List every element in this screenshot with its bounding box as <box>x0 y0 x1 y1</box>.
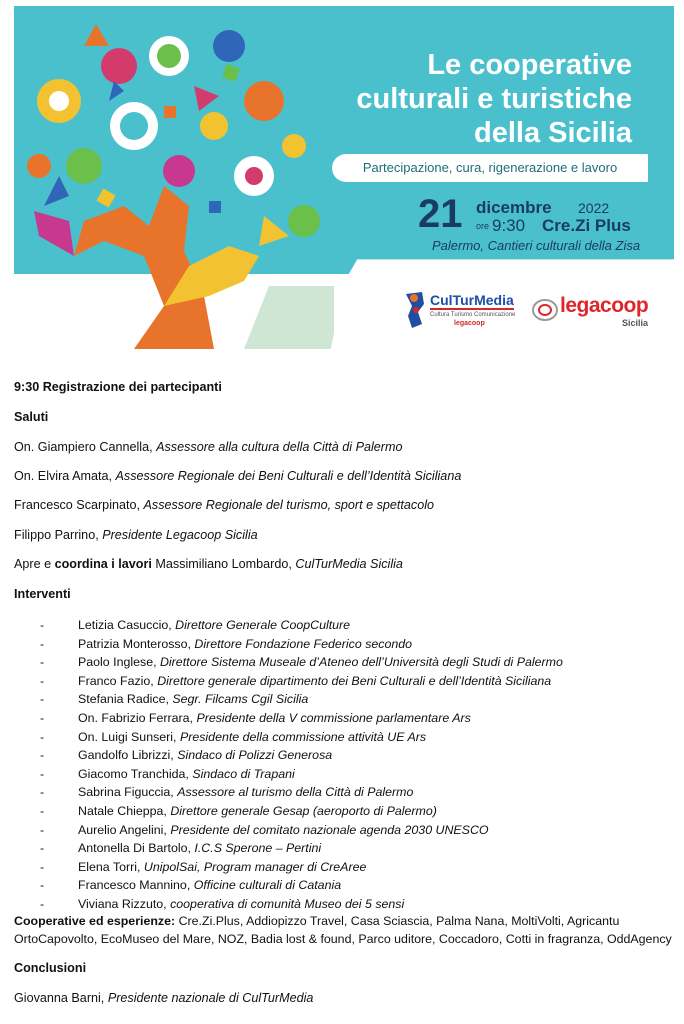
list-dash: - <box>40 841 45 856</box>
speaker-role: Sindaco di Trapani <box>192 766 295 781</box>
list-dash: - <box>40 636 45 651</box>
list-item <box>40 839 563 858</box>
speaker-role: Assessore Regionale del turismo, sport e spettacolo <box>143 498 435 512</box>
date-month: dicembre <box>476 198 552 217</box>
list-dash: - <box>40 618 45 632</box>
registration-line: 9:30 Registrazione dei partecipanti <box>14 380 222 394</box>
speaker-role: Presidente Legacoop Sicilia <box>102 528 258 542</box>
saluti-item <box>14 440 403 454</box>
speaker-role: Presidente della V commissione parlamentare Ars <box>196 710 471 725</box>
speaker-role: Presidente del comitato nazionale agenda 2030 UNESCO <box>170 822 489 837</box>
speaker-name: Letizia Casuccio, <box>78 618 172 632</box>
culturmedia-tagline: Cultura Turismo Comunicazione <box>430 312 516 318</box>
cooperative-list-1: Cre.Zi.Plus, Addiopizzo Travel, Casa Sciascia, Palma Nana, MoltiVolti, Agricantu <box>178 914 620 928</box>
list-item <box>40 783 563 802</box>
title-line: Le cooperative <box>427 49 632 81</box>
cooperative-block <box>14 912 684 948</box>
list-item <box>40 690 563 709</box>
legacoop-sicilia-logo <box>532 294 662 336</box>
list-item <box>40 653 563 672</box>
legacoop-sicilia: Sicilia <box>622 318 649 328</box>
list-item <box>40 728 563 747</box>
title-line: della Sicilia <box>474 117 632 149</box>
speaker-name: Antonella Di Bartolo, <box>78 841 191 856</box>
speaker-role: Direttore Sistema Museale d’Ateneo dell’Università degli Studi di Palermo <box>159 655 563 670</box>
speaker-name: Stefania Radice, <box>78 692 169 707</box>
list-item <box>40 672 563 691</box>
speaker-role: Direttore Generale CoopCulture <box>175 618 351 632</box>
speaker-name: Massimiliano Lombardo, <box>155 557 292 571</box>
list-dash: - <box>40 655 45 670</box>
speaker-name: Gandolfo Librizzi, <box>78 748 174 763</box>
legacoop-name: legacoop <box>560 294 649 317</box>
speaker-name: Aurelio Angelini, <box>78 822 167 837</box>
cooperative-line-2: OrtoCapovolto, EcoMuseo del Mare, NOZ, Badia lost & found, Parco uditore, Coccadoro, Cotti in fragranza, OddAgency <box>14 932 672 946</box>
list-dash: - <box>40 896 45 911</box>
speaker-role: I.C.S Sperone – Pertini <box>194 841 322 856</box>
speaker-name: Giovanna Barni, <box>14 991 105 1005</box>
speaker-name: Giacomo Tranchida, <box>78 766 189 781</box>
date-ore: ore <box>476 221 490 231</box>
legacoop-mark-icon <box>532 298 558 322</box>
speaker-name: Natale Chieppa, <box>78 803 167 818</box>
list-dash: - <box>40 748 45 763</box>
list-item <box>40 746 563 765</box>
cooperative-label: Cooperative ed esperienze: <box>14 914 176 928</box>
speaker-role: Direttore Fondazione Federico secondo <box>194 636 413 651</box>
list-item <box>40 821 563 840</box>
speaker-name: Sabrina Figuccia, <box>78 785 174 800</box>
speaker-role: Presidente della commissione attività UE Ars <box>179 729 427 744</box>
speaker-role: UnipolSai, Program manager di CreAree <box>143 859 367 874</box>
speaker-name: Francesco Mannino, <box>78 878 191 893</box>
coordina-bold: coordina i lavori <box>54 557 152 571</box>
speaker-role: Assessore al turismo della Città di Palermo <box>177 785 414 800</box>
speaker-name: Francesco Scarpinato, <box>14 498 140 512</box>
date-place: Palermo, Cantieri culturali della Zisa <box>432 238 641 253</box>
event-banner <box>14 6 674 349</box>
speaker-name: Elena Torri, <box>78 859 141 874</box>
date-time: 9:30 <box>492 216 526 235</box>
list-item <box>40 876 563 895</box>
speaker-name: Viviana Rizzuto, <box>78 896 167 911</box>
interventi-list <box>40 616 563 914</box>
cooperative-line-1 <box>14 912 684 930</box>
saluti-heading: Saluti <box>14 410 49 424</box>
speaker-role: Assessore alla cultura della Città di Palermo <box>156 440 403 454</box>
speaker-role: Officine culturali di Catania <box>193 878 342 893</box>
saluti-item <box>14 469 461 483</box>
list-item <box>40 802 563 821</box>
culturmedia-legacoop: legacoop <box>454 320 485 327</box>
event-title <box>272 48 632 150</box>
title-line: culturali e turistiche <box>356 83 632 115</box>
speaker-name: On. Elvira Amata, <box>14 469 112 483</box>
speaker-name: Filippo Parrino, <box>14 528 99 542</box>
list-dash: - <box>40 803 45 818</box>
speaker-name: On. Giampiero Cannella, <box>14 440 153 454</box>
speaker-role: Assessore Regionale dei Beni Culturali e dell’Identità Siciliana <box>115 469 462 483</box>
list-item <box>40 616 563 635</box>
date-venue: Cre.Zi Plus <box>542 216 631 235</box>
speaker-name: Franco Fazio, <box>78 673 154 688</box>
culturmedia-logo <box>404 288 514 334</box>
coordina-pre: Apre e <box>14 557 52 571</box>
list-dash: - <box>40 729 45 744</box>
list-item <box>40 858 563 877</box>
date-day: 21 <box>418 192 463 236</box>
list-item <box>40 895 563 914</box>
speaker-name: On. Fabrizio Ferrara, <box>78 710 193 725</box>
speaker-role: CulTurMedia Sicilia <box>295 557 403 571</box>
conclusioni-heading: Conclusioni <box>14 961 87 975</box>
list-dash: - <box>40 766 45 781</box>
list-item <box>40 765 563 784</box>
speaker-name: On. Luigi Sunseri, <box>78 729 177 744</box>
speaker-name: Paolo Inglese, <box>78 655 157 670</box>
saluti-item <box>14 528 258 542</box>
list-dash: - <box>40 878 45 893</box>
saluti-item <box>14 498 434 512</box>
speaker-role: Direttore generale Gesap (aeroporto di Palermo) <box>170 803 437 818</box>
speaker-role: cooperativa di comunità Museo dei 5 sensi <box>170 896 405 911</box>
list-item <box>40 709 563 728</box>
culturmedia-name: CulTurMedia <box>430 292 514 308</box>
speaker-role: Direttore generale dipartimento dei Beni Culturali e dell’Identità Siciliana <box>157 673 552 688</box>
coordina-line <box>14 557 403 571</box>
list-item <box>40 635 563 654</box>
list-dash: - <box>40 859 45 874</box>
conclusioni-item <box>14 991 313 1005</box>
sicily-map-icon <box>404 290 426 330</box>
event-subtitle: Partecipazione, cura, rigenerazione e lavoro <box>332 154 648 182</box>
speaker-role: Presidente nazionale di CulTurMedia <box>107 991 314 1005</box>
interventi-heading: Interventi <box>14 587 71 601</box>
speaker-role: Segr. Filcams Cgil Sicilia <box>172 692 309 707</box>
list-dash: - <box>40 673 45 688</box>
date-year: 2022 <box>578 200 610 216</box>
list-dash: - <box>40 822 45 837</box>
speaker-name: Patrizia Monterosso, <box>78 636 191 651</box>
list-dash: - <box>40 692 45 707</box>
list-dash: - <box>40 710 45 725</box>
list-dash: - <box>40 785 45 800</box>
speaker-role: Sindaco di Polizzi Generosa <box>177 748 333 763</box>
